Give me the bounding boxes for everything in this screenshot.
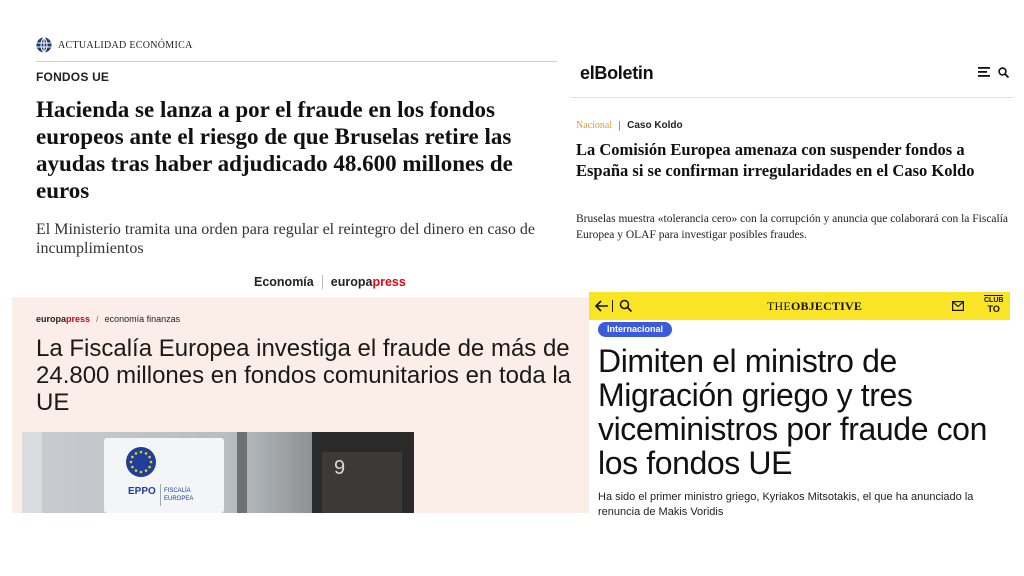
menu-icon[interactable] [978, 67, 990, 77]
breadcrumb-caso-koldo[interactable]: Caso Koldo [627, 120, 683, 131]
svg-text:9: 9 [334, 457, 346, 479]
subheadline: Ha sido el primer ministro griego, Kyriakos Mitsotakis, el que ha anunciado la renuncia de Makis Voridis [598, 491, 974, 518]
search-icon[interactable] [619, 299, 632, 312]
divider [36, 61, 557, 62]
europapress-article [12, 297, 590, 513]
theobjective-logo[interactable]: THEOBJECTIVE [767, 299, 863, 313]
brand[interactable] [36, 37, 193, 53]
breadcrumb-slash: / [96, 314, 99, 324]
breadcrumb-divider [619, 121, 620, 131]
section-label[interactable]: FONDOS UE [36, 70, 110, 84]
bar-divider [612, 300, 613, 312]
source-europapress-a: europa [330, 275, 373, 289]
top-bar [589, 292, 1010, 320]
article-photo [22, 432, 414, 513]
back-arrow-icon[interactable] [595, 300, 609, 312]
svg-text:FISCALÍA: FISCALÍA [164, 488, 191, 494]
subheadline: El Ministerio tramita una orden para regular el reintegro del dinero en caso de incumplimientos [36, 221, 535, 257]
breadcrumb-europapress[interactable]: europapress [36, 314, 91, 324]
eppo-sign-photo [22, 432, 414, 513]
breadcrumb [576, 120, 683, 131]
headline[interactable]: La Comisión Europea amenaza con suspender fondos a España si se confirman irregularidades en el Caso Koldo [576, 140, 975, 180]
divider [570, 97, 1014, 98]
brand-name: ACTUALIDAD ECONÓMICA [58, 39, 193, 51]
elboletin-article [570, 55, 1014, 250]
source-economia: Economía [254, 275, 314, 289]
breadcrumb-economia-finanzas[interactable]: economía finanzas [104, 314, 181, 324]
subheadline: Bruselas muestra «tolerancia cero» con la corrupción y anuncia que colaborará con la Fiscalía Europea y OLAF para investigar posibles fraudes. [576, 213, 1009, 241]
headline[interactable]: La Fiscalía Europea investiga el fraude de más de 24.800 millones en fondos comunitarios en toda la UE [36, 335, 572, 416]
section-tag[interactable]: Internacional [598, 322, 672, 337]
svg-text:EUROPEA: EUROPEA [164, 496, 194, 502]
search-icon[interactable] [998, 67, 1009, 78]
elboletin-logo[interactable]: elBoletin [580, 63, 654, 83]
breadcrumb-nacional[interactable]: Nacional [576, 120, 613, 131]
svg-text:EPPO: EPPO [128, 486, 156, 497]
globe-icon [36, 37, 52, 53]
mail-icon[interactable] [952, 301, 964, 311]
breadcrumb [36, 314, 180, 324]
source-divider [322, 275, 323, 289]
source-europapress-b: press [372, 275, 406, 289]
headline[interactable]: Hacienda se lanza a por el fraude en los fondos europeos ante el riesgo de que Bruselas retire las ayudas tras haber adjudicado 48.600 millones de euros [36, 97, 513, 203]
source-credits [254, 275, 406, 289]
theobjective-article [589, 292, 1010, 522]
actualidad-economica-article [22, 30, 557, 295]
headline[interactable]: Dimiten el ministro de Migración griego y tres viceministros por fraude con los fondos UE [598, 343, 987, 481]
club-to-button[interactable]: CLUB TO [984, 297, 1004, 314]
